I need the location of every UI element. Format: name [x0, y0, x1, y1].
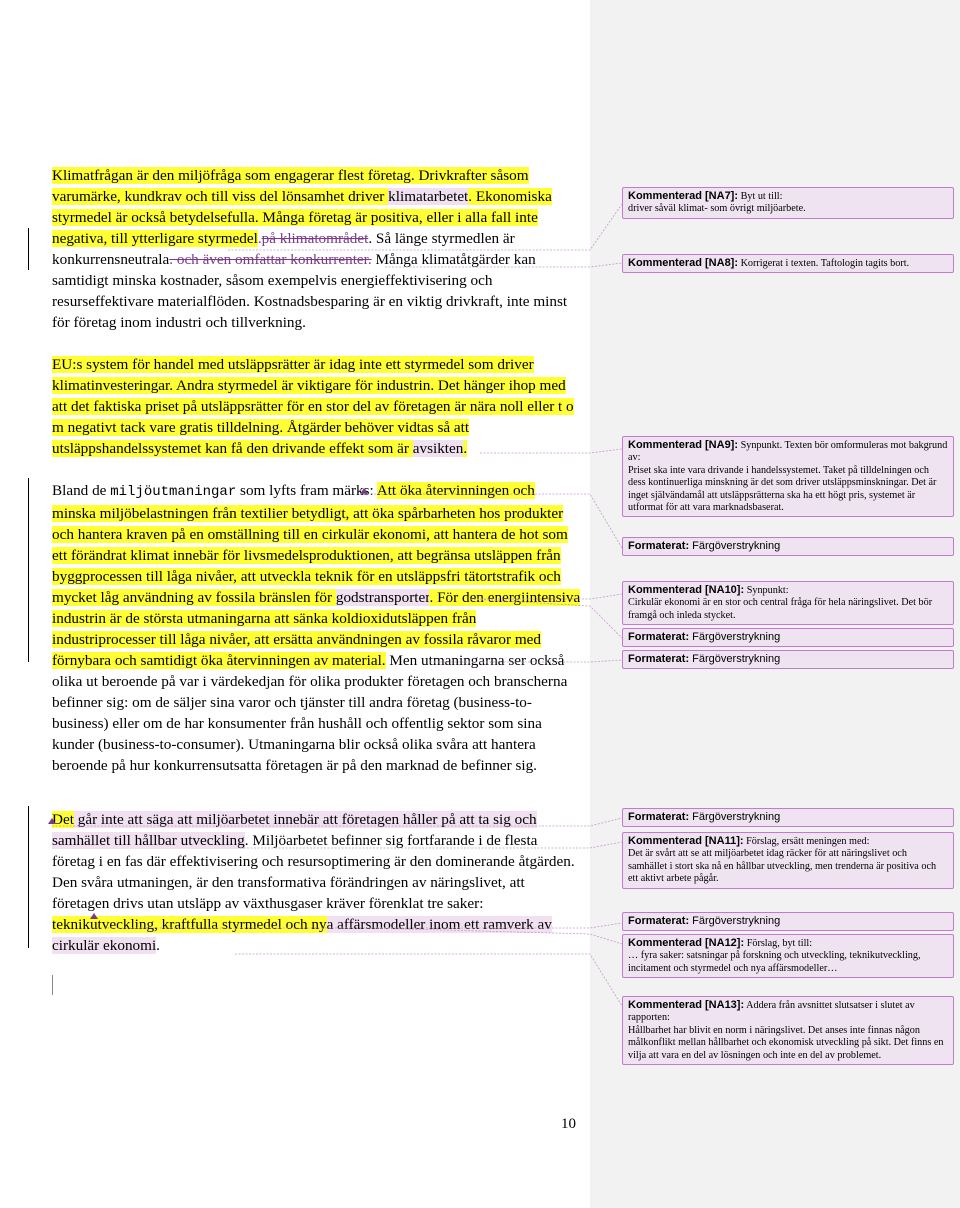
format-note[interactable]: Formaterat: Färgöverstrykning — [622, 912, 954, 931]
format-note[interactable]: Formaterat: Färgöverstrykning — [622, 808, 954, 827]
comment-na12[interactable]: Kommenterad [NA12]: Förslag, byt till: … fyra saker: satsningar på forskning och utveckling, teknikutveckling, incitament och styrmedel och nya affärsmodeller… — [622, 934, 954, 978]
page-number: 10 — [561, 1116, 576, 1132]
format-note[interactable]: Formaterat: Färgöverstrykning — [622, 650, 954, 669]
comment-na13[interactable]: Kommenterad [NA13]: Addera från avsnittet slutsatser i slutet av rapporten: Hållbarhet har blivit en norm i näringslivet. Det anses inte finnas någon målkonflikt mellan hållbarhet och ekonomisk utveckling på sikt. Det finns en vilja att vara en del av lösningen och inte en del av problemet. — [622, 996, 954, 1065]
paragraph-challenges: Bland de miljöutmaningar som lyfts fram märks: Att öka återvinningen och minska miljöbelastningen från textilier betydligt, att öka spårbarheten hos produkter och hantera kraven på en omställning till en cirkulär ekonomi, att hantera de hot som ett förändrat klimat innebär för livsmedelsproduktionen, att begränsa utsläppen från byggprocessen till låga nivåer, att utveckla teknik för en utsläppsfri tätortstrafik och mycket låg användning av fossila bränslen för godstransporter. För den energiintensiva industrin är de största utmaningarna att sänka koldioxidutsläppen från industriprocesser till låga nivåer, att ersätta användningen av fossila råvaror med förnybara och samtidigt öka återvinningen av material. Men utmaningarna ser också olika ut beroende på var i värdekedjan för olika produkter företagen och branscherna befinner sig: om de säljer sina varor och tjänster till andra företag (business-to-business) eller om de har konsumenter från hushåll och offentlig sektor som sina kunder (business-to-consumer). Utmaningarna blir också olika svåra att hantera beroende på hur konkurrensutsatta företagen är på den marknad de befinner sig. — [52, 482, 581, 774]
comment-na10[interactable]: Kommenterad [NA10]: Synpunkt: Cirkulär ekonomi är en stor och central fråga för hela näringslivet. Det bör framgå och inleda stycket. — [622, 581, 954, 625]
paragraph-climate: Klimatfrågan är den miljöfråga som engagerar flest företag. Drivkrafter såsom varumärke, kundkrav och till viss del lönsamhet driver klimatarbetet. Ekonomiska styrmedel är också betydelsefulla. Många företag är positiva, eller i alla fall inte negativa, till ytterligare styrmedel.på klimatområdet. Så länge styrmedlen är konkurrensneutrala. och även omfattar konkurrenter. Många klimatåtgärder kan samtidigt minska kostnader, såsom exempelvis energieffektivisering och resurseffektivare materialflöden. Kostnadsbesparing är en viktig drivkraft, inte minst för företag inom industri och tillverkning. — [52, 167, 568, 331]
comment-na8[interactable]: Kommenterad [NA8]: Korrigerat i texten. Taftologin tagits bort. — [622, 254, 954, 273]
comment-na7[interactable]: Kommenterad [NA7]: Byt ut till: driver såväl klimat- som övrigt miljöarbete. — [622, 187, 954, 219]
comment-na11[interactable]: Kommenterad [NA11]: Förslag, ersätt meningen med: Det är svårt att se att miljöarbetet idag räcker för att näringslivet och samhället i stort ska nå en hållbar utveckling, men trenderna är positiva och ett aktivt arbete pågår. — [622, 832, 954, 889]
comment-na9[interactable]: Kommenterad [NA9]: Synpunkt. Texten bör omformuleras mot bakgrund av: Priset ska inte vara drivande i handelssystemet. Taket på tilldelningen och dess kontinuerliga minskning är det som driver utsläppsminskningar. Det är inget självändamål att utsläppsrätterna ska ha ett högt pris, systemet är utformat för att vara marknadsbaserat. — [622, 436, 954, 517]
paragraph-transformation: Det går inte att säga att miljöarbetet innebär att företagen håller på att ta sig och samhället till hållbar utveckling. Miljöarbetet befinner sig fortfarande i de flesta företag i en fas där effektivisering och resursoptimering är den dominerande åtgärden. Den svåra utmaningen, är den transformativa förändringen av näringslivet, att företagen drivs utan utsläpp av växthusgaser kräver förenklat tre saker: teknikutveckling, kraftfulla styrmedel och nya affärsmodeller inom ett ramverk av cirkulär ekonomi. — [52, 811, 575, 954]
format-note[interactable]: Formaterat: Färgöverstrykning — [622, 537, 954, 556]
paragraph-eu-ets: EU:s system för handel med utsläppsrätter är idag inte ett styrmedel som driver klimatinvesteringar. Andra styrmedel är viktigare för industrin. Det hänger ihop med att det faktiska priset på utsläppsrätter för en stor del av företagen är nära noll eller t o m negativt tack vare gratis tilldelning. Åtgärder behöver vidtas så att utsläppshandelssystemet kan få den drivande effekt som är avsikten. — [52, 356, 574, 457]
format-note[interactable]: Formaterat: Färgöverstrykning — [622, 628, 954, 647]
